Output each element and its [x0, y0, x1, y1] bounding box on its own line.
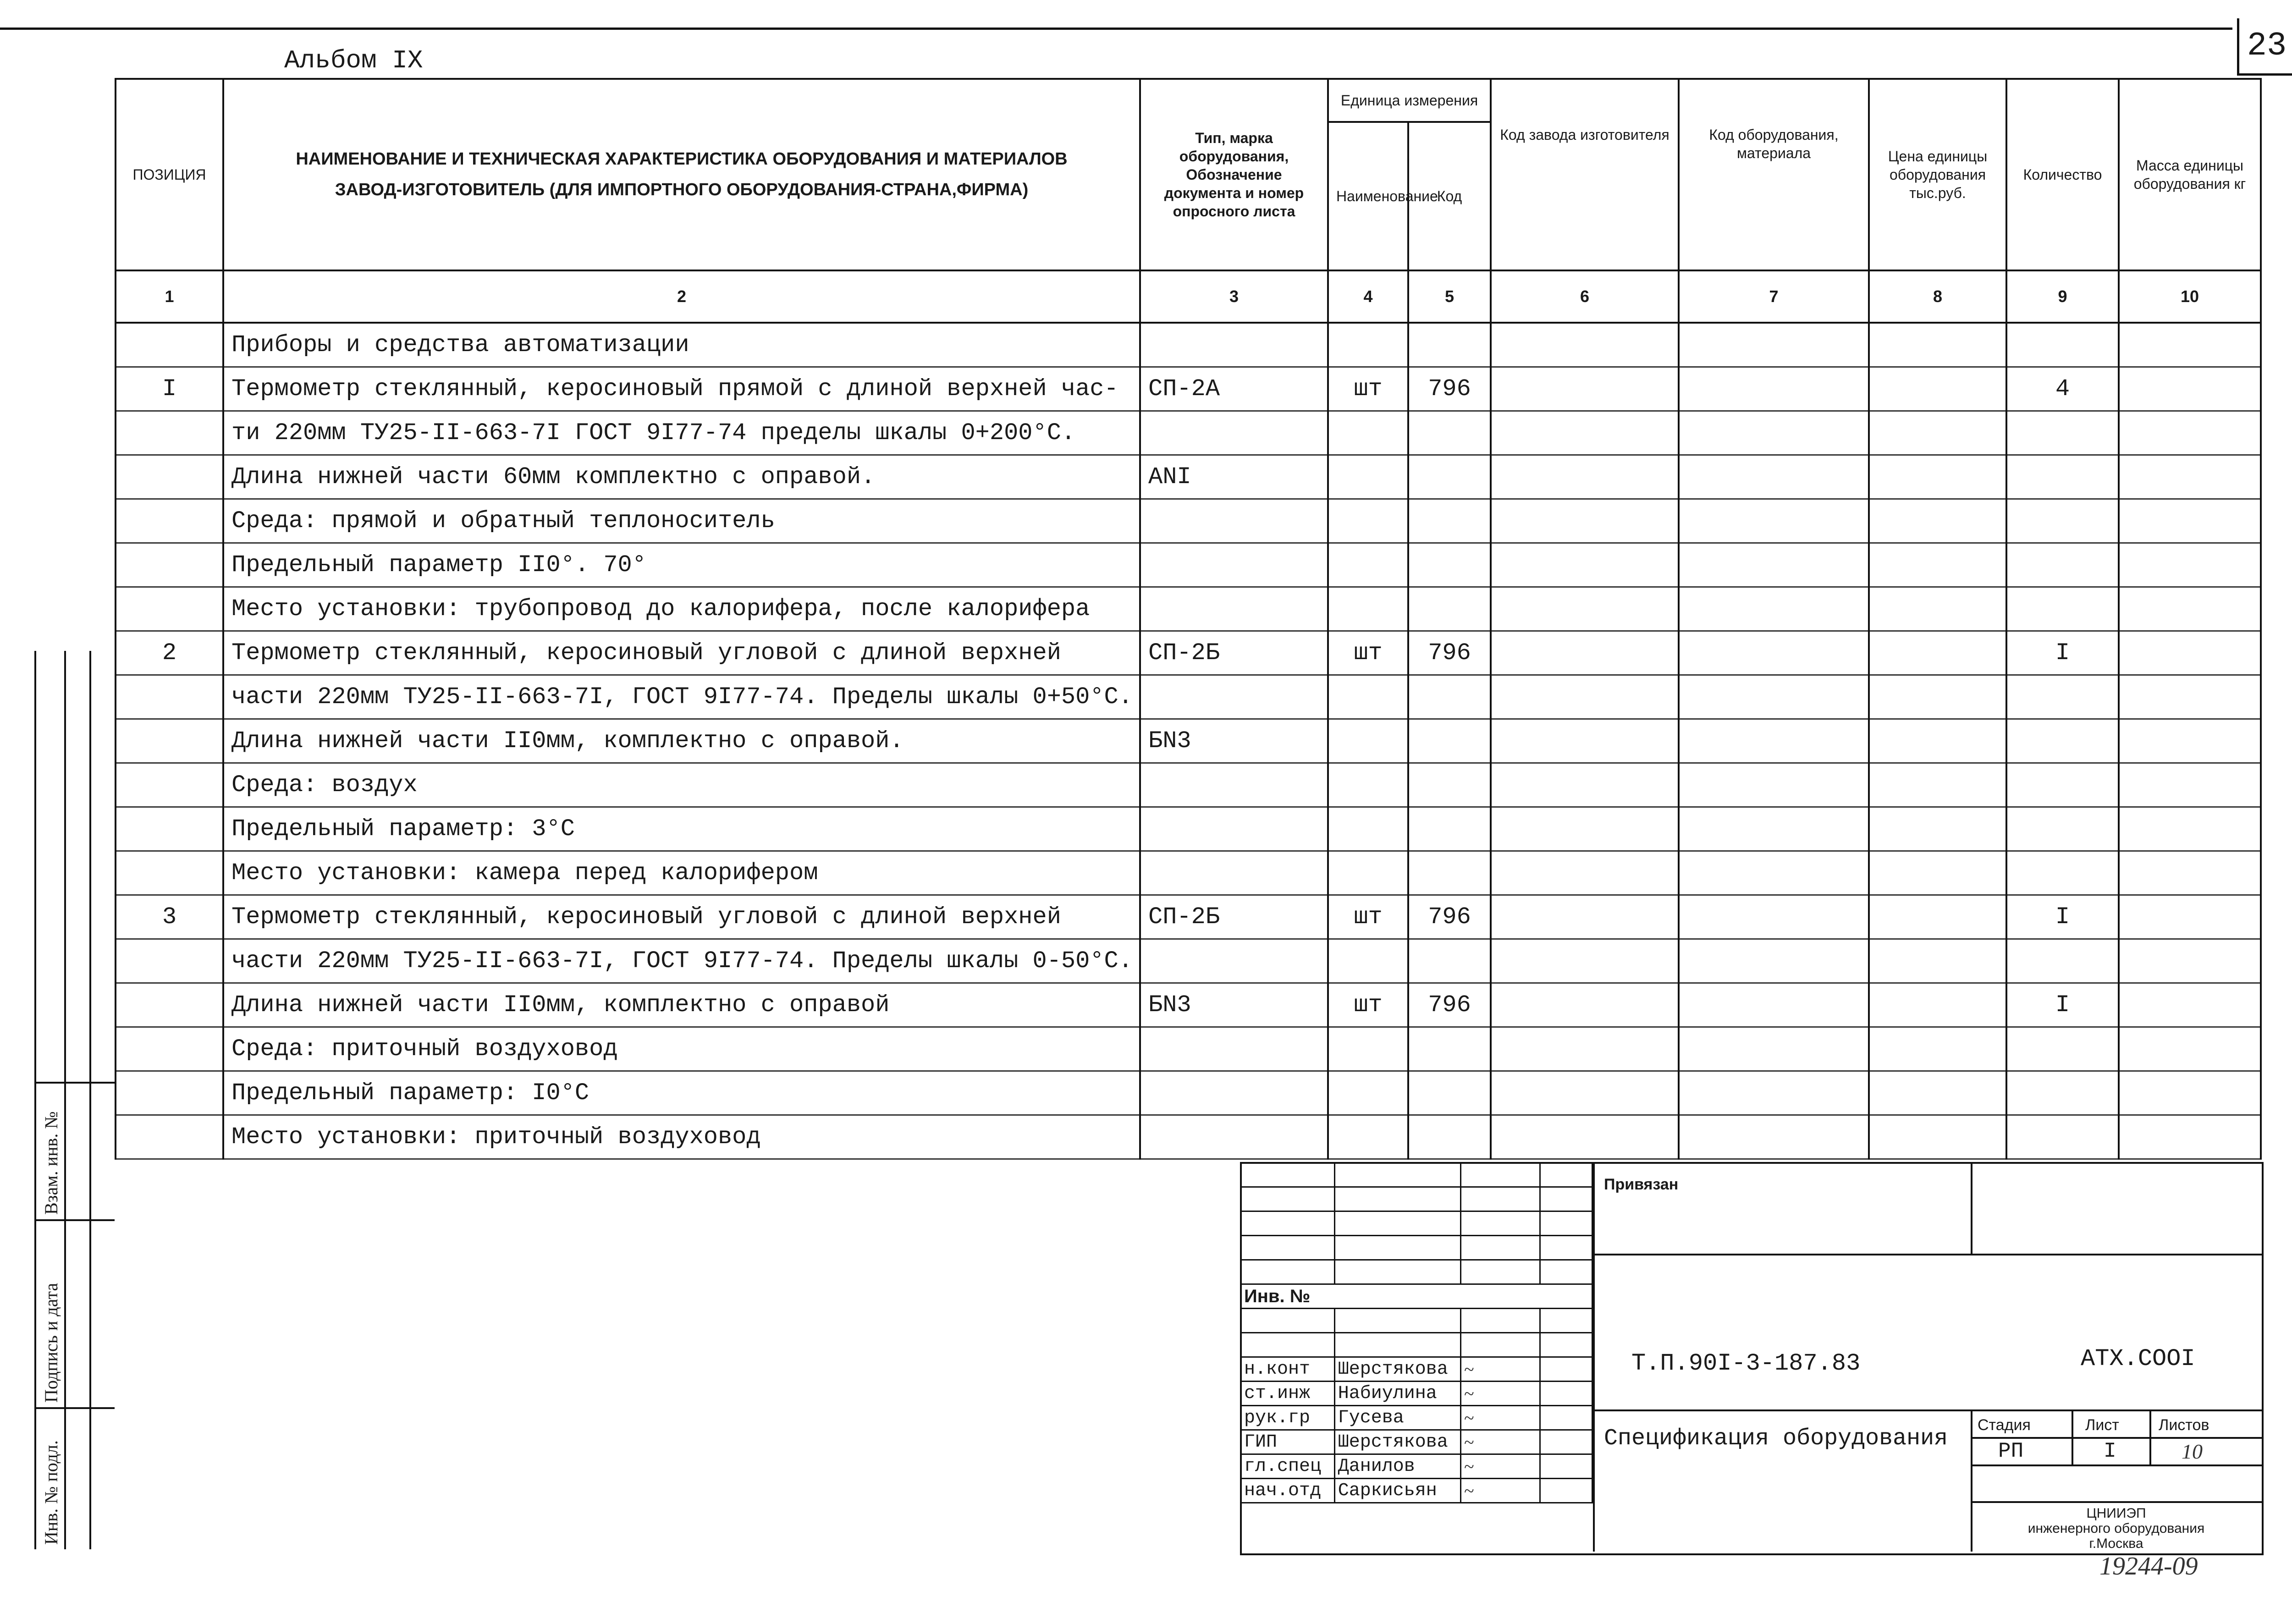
row-type: СП-2Б	[1140, 895, 1328, 939]
row-mass	[2119, 675, 2261, 719]
row-price	[1869, 675, 2006, 719]
row-unit-code	[1408, 587, 1491, 631]
row-unit	[1328, 807, 1408, 851]
row-position	[116, 543, 223, 587]
table-body	[116, 323, 2261, 1159]
row-type: СП-2Б	[1140, 631, 1328, 675]
row-unit	[1328, 587, 1408, 631]
row-quantity	[2006, 323, 2119, 367]
row-unit-code	[1408, 851, 1491, 895]
row-position	[116, 587, 223, 631]
row-name: Предельный параметр II0°. 70°	[223, 543, 1140, 587]
row-equipment-code	[1679, 455, 1869, 499]
title-divider	[1595, 1409, 2262, 1411]
row-price	[1869, 1115, 2006, 1159]
side-stamp-line	[34, 1082, 115, 1084]
signature-icon: ~	[1460, 1382, 1540, 1406]
signer-name: Саркисьян	[1334, 1479, 1460, 1503]
row-factory-code	[1491, 543, 1679, 587]
table-row	[116, 499, 2261, 543]
row-mass	[2119, 411, 2261, 455]
title-block-main	[1593, 1162, 2262, 1552]
row-factory-code	[1491, 631, 1679, 675]
title-divider	[2149, 1409, 2151, 1464]
table-row	[116, 939, 2261, 983]
row-mass	[2119, 631, 2261, 675]
row-price	[1869, 939, 2006, 983]
row-type	[1140, 807, 1328, 851]
row-mass	[2119, 1027, 2261, 1071]
side-stamp-inv-orig: Инв. № подл.	[41, 1440, 61, 1545]
table-row	[116, 543, 2261, 587]
row-type	[1140, 763, 1328, 807]
row-name: Длина нижней части 60мм комплектно с оправой.	[223, 455, 1140, 499]
row-position: I	[116, 367, 223, 411]
signature-icon: ~	[1460, 1406, 1540, 1430]
row-factory-code	[1491, 1027, 1679, 1071]
row-unit-code	[1408, 1115, 1491, 1159]
row-name: ти 220мм ТУ25-II-663-7I ГОСТ 9I77-74 пределы шкалы 0+200°С.	[223, 411, 1140, 455]
side-stamp-border	[34, 651, 36, 1549]
signature-icon: ~	[1460, 1430, 1540, 1454]
row-unit-code	[1408, 763, 1491, 807]
row-factory-code	[1491, 1071, 1679, 1115]
row-unit	[1328, 499, 1408, 543]
row-price	[1869, 631, 2006, 675]
row-unit-code	[1408, 411, 1491, 455]
row-type: СП-2А	[1140, 367, 1328, 411]
row-position	[116, 719, 223, 763]
row-equipment-code	[1679, 587, 1869, 631]
row-equipment-code	[1679, 763, 1869, 807]
row-price	[1869, 1071, 2006, 1115]
table-row	[116, 895, 2261, 939]
row-factory-code	[1491, 455, 1679, 499]
table-row	[116, 807, 2261, 851]
row-price	[1869, 455, 2006, 499]
signer-role: гл.спец	[1241, 1454, 1335, 1479]
signer-name: Шерстякова	[1334, 1430, 1460, 1454]
row-unit-code	[1408, 939, 1491, 983]
row-factory-code	[1491, 587, 1679, 631]
row-factory-code	[1491, 1115, 1679, 1159]
row-equipment-code	[1679, 1027, 1869, 1071]
row-equipment-code	[1679, 1071, 1869, 1115]
row-factory-code	[1491, 807, 1679, 851]
signer-role: ГИП	[1241, 1430, 1335, 1454]
signer-name: Данилов	[1334, 1454, 1460, 1479]
row-name: Место установки: камера перед калорифером	[223, 851, 1140, 895]
row-position	[116, 763, 223, 807]
row-name: Среда: воздух	[223, 763, 1140, 807]
signer-name: Шерстякова	[1334, 1357, 1460, 1382]
row-position	[116, 939, 223, 983]
row-type	[1140, 1027, 1328, 1071]
row-type: АNI	[1140, 455, 1328, 499]
title-divider	[2072, 1409, 2073, 1464]
row-unit	[1328, 719, 1408, 763]
col-number: 1	[116, 270, 223, 323]
row-name: Место установки: трубопровод до калорифера, после калорифера	[223, 587, 1140, 631]
header-mass: Масса единицы оборудования кг	[2119, 79, 2261, 270]
row-position	[116, 1071, 223, 1115]
title-divider	[1971, 1162, 1972, 1254]
page-number: 23	[2237, 18, 2292, 76]
row-quantity	[2006, 1027, 2119, 1071]
header-unit-code: Код	[1408, 122, 1491, 270]
title-divider	[1971, 1464, 2262, 1466]
row-unit	[1328, 1115, 1408, 1159]
row-mass	[2119, 323, 2261, 367]
signer-role: н.конт	[1241, 1357, 1335, 1382]
row-name: Приборы и средства автоматизации	[223, 323, 1140, 367]
row-type	[1140, 851, 1328, 895]
row-quantity	[2006, 543, 2119, 587]
table-row	[116, 675, 2261, 719]
row-price	[1869, 543, 2006, 587]
row-price	[1869, 895, 2006, 939]
table-row	[116, 851, 2261, 895]
row-price	[1869, 367, 2006, 411]
col-number: 4	[1328, 270, 1408, 323]
org-line: ЦНИИЭП	[2086, 1506, 2146, 1521]
header-type: Тип, марка оборудования, Обозначение документа и номер опросного листа	[1140, 79, 1328, 270]
row-unit-code: 796	[1408, 895, 1491, 939]
row-unit	[1328, 939, 1408, 983]
row-quantity	[2006, 499, 2119, 543]
side-stamp-vzam: Взам. инв. №	[41, 1111, 61, 1215]
col-number: 9	[2006, 270, 2119, 323]
album-label: Альбом IX	[284, 46, 423, 75]
col-number: 7	[1679, 270, 1869, 323]
col-number: 8	[1869, 270, 2006, 323]
row-quantity	[2006, 939, 2119, 983]
row-factory-code	[1491, 763, 1679, 807]
row-factory-code	[1491, 675, 1679, 719]
row-unit-code	[1408, 499, 1491, 543]
row-unit	[1328, 455, 1408, 499]
header-name-line2: ЗАВОД-ИЗГОТОВИТЕЛЬ (ДЛЯ ИМПОРТНОГО ОБОРУДОВАНИЯ-СТРАНА,ФИРМА)	[335, 180, 1029, 199]
inv-number-label: Инв. №	[1241, 1284, 1592, 1309]
row-unit	[1328, 851, 1408, 895]
row-unit-code: 796	[1408, 631, 1491, 675]
row-factory-code	[1491, 323, 1679, 367]
row-price	[1869, 851, 2006, 895]
row-factory-code	[1491, 939, 1679, 983]
stage-value: РП	[1998, 1439, 2024, 1463]
row-mass	[2119, 1071, 2261, 1115]
row-type: БN3	[1140, 983, 1328, 1027]
row-quantity	[2006, 763, 2119, 807]
row-mass	[2119, 587, 2261, 631]
row-name: Предельный параметр: 3°С	[223, 807, 1140, 851]
row-mass	[2119, 851, 2261, 895]
table-row	[116, 367, 2261, 411]
row-position	[116, 1027, 223, 1071]
row-factory-code	[1491, 719, 1679, 763]
row-name: Место установки: приточный воздуховод	[223, 1115, 1140, 1159]
row-unit-code	[1408, 807, 1491, 851]
specification-table	[115, 78, 2262, 1160]
tied-label: Привязан	[1604, 1176, 1679, 1193]
row-quantity: I	[2006, 895, 2119, 939]
side-stamp-line	[34, 1407, 115, 1409]
row-unit	[1328, 763, 1408, 807]
title-divider	[1971, 1437, 2262, 1439]
row-equipment-code	[1679, 983, 1869, 1027]
row-mass	[2119, 367, 2261, 411]
row-position: 2	[116, 631, 223, 675]
sheets-label: Листов	[2159, 1416, 2209, 1434]
row-name: Длина нижней части II0мм, комплектно с оправой.	[223, 719, 1140, 763]
row-quantity	[2006, 1071, 2119, 1115]
table-row	[116, 631, 2261, 675]
row-type	[1140, 411, 1328, 455]
row-type	[1140, 323, 1328, 367]
row-quantity	[2006, 411, 2119, 455]
row-quantity	[2006, 587, 2119, 631]
header-name-line1: НАИМЕНОВАНИЕ И ТЕХНИЧЕСКАЯ ХАРАКТЕРИСТИКА ОБОРУДОВАНИЯ И МАТЕРИАЛОВ	[296, 149, 1068, 169]
row-equipment-code	[1679, 367, 1869, 411]
row-price	[1869, 807, 2006, 851]
sheet-code: АТХ.СООI	[2081, 1345, 2195, 1372]
row-price	[1869, 499, 2006, 543]
side-stamp-sign-date: Подпись и дата	[41, 1283, 61, 1403]
table-row	[116, 323, 2261, 367]
row-factory-code	[1491, 895, 1679, 939]
table-row	[116, 1115, 2261, 1159]
row-equipment-code	[1679, 719, 1869, 763]
archive-number: 19244-09	[2099, 1552, 2198, 1580]
row-equipment-code	[1679, 851, 1869, 895]
row-quantity	[2006, 851, 2119, 895]
col-number: 3	[1140, 270, 1328, 323]
row-type: БN3	[1140, 719, 1328, 763]
row-mass	[2119, 499, 2261, 543]
stage-label: Стадия	[1978, 1416, 2031, 1434]
row-price	[1869, 719, 2006, 763]
doc-code: Т.П.90I-3-187.83	[1631, 1350, 1861, 1377]
row-type	[1140, 499, 1328, 543]
row-unit-code	[1408, 543, 1491, 587]
row-position	[116, 455, 223, 499]
row-unit-code: 796	[1408, 367, 1491, 411]
signature-icon: ~	[1460, 1479, 1540, 1503]
row-factory-code	[1491, 851, 1679, 895]
row-quantity	[2006, 719, 2119, 763]
row-price	[1869, 1027, 2006, 1071]
row-mass	[2119, 1115, 2261, 1159]
row-name: Термометр стеклянный, керосиновый угловой с длиной верхней	[223, 895, 1140, 939]
row-type	[1140, 1115, 1328, 1159]
col-number: 2	[223, 270, 1140, 323]
row-unit: шт	[1328, 983, 1408, 1027]
row-position: 3	[116, 895, 223, 939]
signature-grid	[1240, 1162, 1593, 1503]
row-mass	[2119, 939, 2261, 983]
top-border	[0, 28, 2232, 30]
row-position	[116, 323, 223, 367]
row-mass	[2119, 983, 2261, 1027]
col-number: 10	[2119, 270, 2261, 323]
row-factory-code	[1491, 983, 1679, 1027]
row-name: Предельный параметр: I0°С	[223, 1071, 1140, 1115]
table-row	[116, 719, 2261, 763]
row-unit: шт	[1328, 367, 1408, 411]
row-unit	[1328, 1071, 1408, 1115]
row-type	[1140, 587, 1328, 631]
row-quantity: 4	[2006, 367, 2119, 411]
row-equipment-code	[1679, 631, 1869, 675]
row-equipment-code	[1679, 323, 1869, 367]
title-divider	[1595, 1254, 2262, 1255]
row-quantity	[2006, 675, 2119, 719]
row-type	[1140, 1071, 1328, 1115]
row-unit-code	[1408, 719, 1491, 763]
row-price	[1869, 587, 2006, 631]
row-mass	[2119, 719, 2261, 763]
row-unit-code: 796	[1408, 983, 1491, 1027]
row-unit	[1328, 411, 1408, 455]
row-unit	[1328, 323, 1408, 367]
row-unit-code	[1408, 455, 1491, 499]
table-row	[116, 1071, 2261, 1115]
row-mass	[2119, 543, 2261, 587]
row-unit-code	[1408, 323, 1491, 367]
header-equipment-code: Код оборудования, материала	[1679, 79, 1869, 270]
table-row	[116, 1027, 2261, 1071]
row-name: Термометр стеклянный, керосиновый прямой с длиной верхней час-	[223, 367, 1140, 411]
signer-role: ст.инж	[1241, 1382, 1335, 1406]
row-mass	[2119, 807, 2261, 851]
row-unit: шт	[1328, 631, 1408, 675]
col-number: 5	[1408, 270, 1491, 323]
table-row	[116, 587, 2261, 631]
row-mass	[2119, 763, 2261, 807]
col-number: 6	[1491, 270, 1679, 323]
row-unit-code	[1408, 675, 1491, 719]
sheet-value: I	[2104, 1439, 2116, 1463]
header-quantity: Количество	[2006, 79, 2119, 270]
row-mass	[2119, 895, 2261, 939]
row-factory-code	[1491, 367, 1679, 411]
column-number-row	[116, 270, 2261, 323]
header-unit-name: Наименование	[1328, 122, 1408, 270]
side-stamp-line	[34, 1219, 115, 1221]
row-type	[1140, 675, 1328, 719]
row-mass	[2119, 455, 2261, 499]
header-factory-code: Код завода изготовителя	[1491, 79, 1679, 270]
row-position	[116, 1115, 223, 1159]
table-row	[116, 411, 2261, 455]
signer-name: Гусева	[1334, 1406, 1460, 1430]
side-stamp-divider	[64, 651, 66, 1549]
row-quantity: I	[2006, 631, 2119, 675]
row-unit: шт	[1328, 895, 1408, 939]
row-equipment-code	[1679, 675, 1869, 719]
row-name: Среда: приточный воздуховод	[223, 1027, 1140, 1071]
row-unit	[1328, 1027, 1408, 1071]
row-position	[116, 983, 223, 1027]
row-name: части 220мм ТУ25-II-663-7I, ГОСТ 9I77-74. Пределы шкалы 0+50°С.	[223, 675, 1140, 719]
row-price	[1869, 983, 2006, 1027]
row-name: Среда: прямой и обратный теплоноситель	[223, 499, 1140, 543]
row-position	[116, 411, 223, 455]
row-equipment-code	[1679, 939, 1869, 983]
header-name	[223, 79, 1140, 270]
row-name: Длина нижней части II0мм, комплектно с оправой	[223, 983, 1140, 1027]
row-equipment-code	[1679, 543, 1869, 587]
signature-icon: ~	[1460, 1357, 1540, 1382]
row-unit-code	[1408, 1027, 1491, 1071]
table-row	[116, 983, 2261, 1027]
side-stamp-divider-2	[89, 651, 91, 1549]
header-unit-group: Единица измерения	[1328, 79, 1491, 122]
row-equipment-code	[1679, 895, 1869, 939]
document-title: Спецификация оборудования	[1604, 1426, 1948, 1452]
row-position	[116, 675, 223, 719]
organization	[1971, 1506, 2262, 1551]
header-position: ПОЗИЦИЯ	[116, 79, 223, 270]
signer-name: Набиулина	[1334, 1382, 1460, 1406]
row-type	[1140, 543, 1328, 587]
org-line: г.Москва	[2089, 1536, 2143, 1551]
row-type	[1140, 939, 1328, 983]
row-price	[1869, 323, 2006, 367]
row-factory-code	[1491, 499, 1679, 543]
row-price	[1869, 763, 2006, 807]
table-row	[116, 455, 2261, 499]
row-position	[116, 499, 223, 543]
table-row	[116, 763, 2261, 807]
row-quantity	[2006, 807, 2119, 851]
sheets-value: 10	[2182, 1440, 2203, 1463]
row-position	[116, 807, 223, 851]
row-equipment-code	[1679, 807, 1869, 851]
row-unit-code	[1408, 1071, 1491, 1115]
row-equipment-code	[1679, 499, 1869, 543]
row-factory-code	[1491, 411, 1679, 455]
row-quantity	[2006, 1115, 2119, 1159]
row-position	[116, 851, 223, 895]
title-block-signatures	[1240, 1162, 1593, 1552]
row-unit	[1328, 543, 1408, 587]
header-price: Цена единицы оборудования тыс.руб.	[1869, 79, 2006, 270]
row-equipment-code	[1679, 411, 1869, 455]
signature-icon: ~	[1460, 1454, 1540, 1479]
row-name: Термометр стеклянный, керосиновый угловой с длиной верхней	[223, 631, 1140, 675]
row-price	[1869, 411, 2006, 455]
row-quantity	[2006, 455, 2119, 499]
row-quantity: I	[2006, 983, 2119, 1027]
row-unit	[1328, 675, 1408, 719]
signer-role: нач.отд	[1241, 1479, 1335, 1503]
org-line: инженерного оборудования	[2028, 1521, 2205, 1536]
row-name: части 220мм ТУ25-II-663-7I, ГОСТ 9I77-74. Пределы шкалы 0-50°С.	[223, 939, 1140, 983]
title-divider	[1971, 1501, 2262, 1503]
table-header-row	[116, 79, 2261, 122]
sheet-label: Лист	[2085, 1416, 2119, 1434]
row-equipment-code	[1679, 1115, 1869, 1159]
signer-role: рук.гр	[1241, 1406, 1335, 1430]
